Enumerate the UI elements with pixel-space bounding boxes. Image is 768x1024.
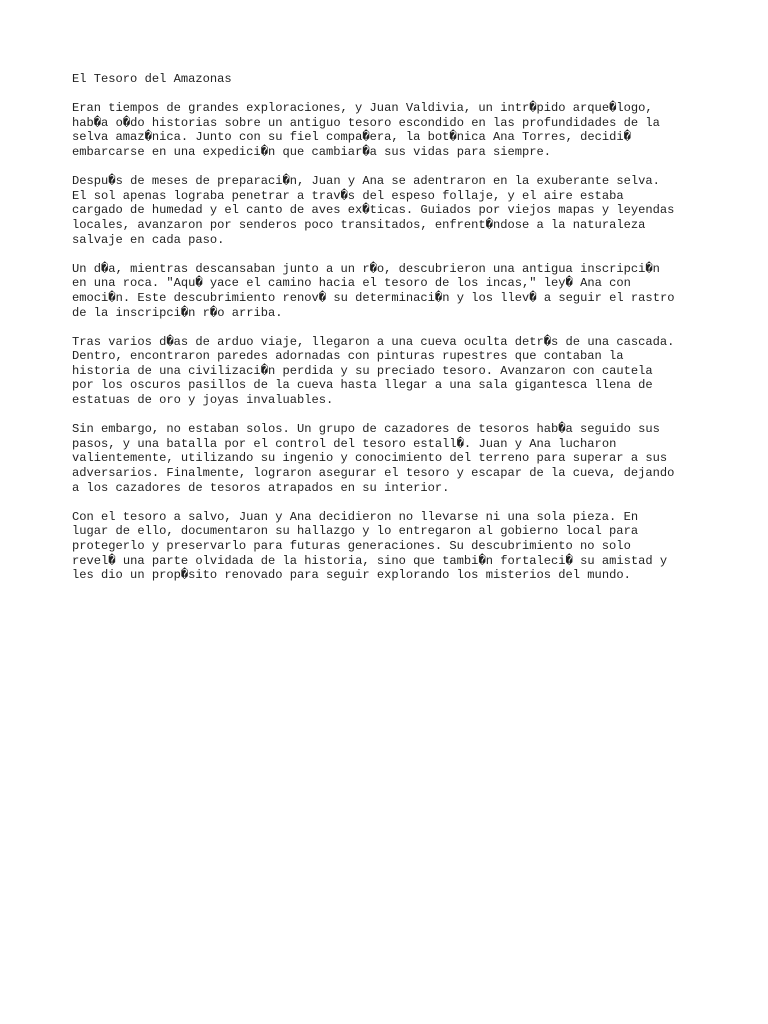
document-title: El Tesoro del Amazonas (72, 72, 232, 86)
text-line: de la inscripci�n r�o arriba. (72, 305, 283, 320)
text-line: protegerlo y preservarlo para futuras generaciones. Su descubrimiento no solo (72, 539, 631, 553)
text-line: historia de una civilizaci�n perdida y su preciado tesoro. Avanzaron con cautela (72, 363, 653, 378)
text-line: lugar de ello, documentaron su hallazgo y lo entregaron al gobierno local para (72, 524, 639, 539)
text-line: revel� una parte olvidada de la historia, sino que tambi�n fortaleci� su amistad y (72, 553, 668, 568)
text-line: estatuas de oro y joyas invaluables. (72, 393, 334, 408)
text-line: embarcarse en una expedici�n que cambiar�a sus vidas para siempre. (72, 144, 552, 159)
text-line: Tras varios d�as de arduo viaje, llegaron a una cueva oculta detr�s de una cascada. (72, 334, 675, 349)
text-line: Sin embargo, no estaban solos. Un grupo de cazadores de tesoros hab�a seguido sus (72, 422, 660, 437)
text-line: adversarios. Finalmente, lograron asegurar el tesoro y escapar de la cueva, dejando (72, 466, 675, 481)
text-line: Despu�s de meses de preparaci�n, Juan y Ana se adentraron en la exuberante selva. (72, 174, 660, 189)
text-line: valientemente, utilizando su ingenio y conocimiento del terreno para superar a sus (72, 451, 668, 466)
text-line: locales, avanzaron por senderos poco transitados, enfrent�ndose a la naturaleza (72, 217, 646, 232)
text-line: en una roca. "Aqu� yace el camino hacia el tesoro de los incas," ley� Ana con (72, 276, 631, 291)
paragraph-4 (72, 335, 712, 408)
paragraph-5 (72, 422, 712, 495)
text-line: les dio un prop�sito renovado para seguir explorando los misterios del mundo. (72, 568, 631, 583)
text-line: cargado de humedad y el canto de aves ex�ticas. Guiados por viejos mapas y leyendas (72, 203, 675, 218)
paragraph-3 (72, 262, 712, 320)
text-line: Un d�a, mientras descansaban junto a un r�o, descubrieron una antigua inscripci�n (72, 261, 660, 276)
text-line: Dentro, encontraron paredes adornadas con pinturas rupestres que contaban la (72, 349, 624, 364)
paragraph-6 (72, 510, 712, 583)
text-line: por los oscuros pasillos de la cueva hasta llegar a una sala gigantesca llena de (72, 378, 653, 393)
text-line: emoci�n. Este descubrimiento renov� su determinaci�n y los llev� a seguir el rastro (72, 290, 675, 305)
text-line: selva amaz�nica. Junto con su fiel compa�era, la bot�nica Ana Torres, decidi� (72, 130, 631, 145)
text-line: El sol apenas lograba penetrar a trav�s del espeso follaje, y el aire estaba (72, 188, 624, 203)
text-line: Eran tiempos de grandes exploraciones, y Juan Valdivia, un intr�pido arque�logo, (72, 101, 653, 116)
paragraph-2 (72, 174, 712, 247)
text-line: hab�a o�do historias sobre un antiguo tesoro escondido en las profundidades de la (72, 115, 660, 130)
text-line: Con el tesoro a salvo, Juan y Ana decidieron no llevarse ni una sola pieza. En (72, 509, 639, 524)
document-page (72, 72, 712, 597)
text-line: salvaje en cada paso. (72, 232, 225, 247)
paragraph-1 (72, 101, 712, 159)
text-line: pasos, y una batalla por el control del tesoro estall�. Juan y Ana lucharon (72, 436, 617, 451)
text-line: a los cazadores de tesoros atrapados en su interior. (72, 480, 450, 495)
